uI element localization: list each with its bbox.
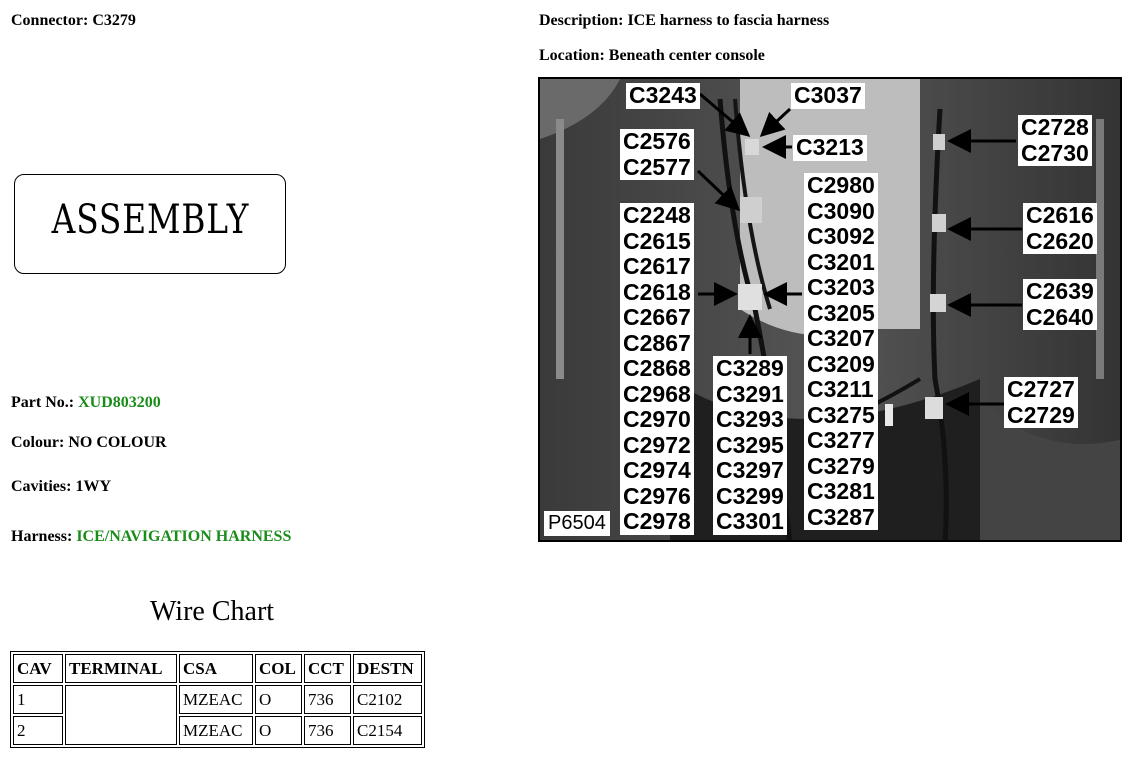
callout-text: C3211 [807,376,874,402]
col-destn: DESTN [353,654,422,683]
callout-text: C3213 [796,134,864,160]
harness-link[interactable]: ICE/NAVIGATION HARNESS [76,528,292,545]
location-label: Location: [539,47,605,64]
callout-text: C3297 [716,457,784,483]
callout-text: C3207 [807,325,875,351]
description-label: Description: [539,12,624,29]
callout-text: C2576 [623,128,691,154]
callout-text: C2620 [1026,227,1094,254]
callout-text: C2667 [623,304,691,330]
location-line [539,47,765,65]
callout-text: C2728 [1021,114,1089,140]
callout-text: C3203 [807,274,875,300]
cell-destn: C2154 [353,716,422,745]
callout-c2639 [1023,279,1097,330]
cavities-label: Cavities: [11,478,72,495]
callout-text: C3243 [629,82,697,108]
table-row [13,685,422,714]
callout-text: C2970 [623,406,691,432]
callout-text: C3209 [807,350,875,377]
callout-text: C2615 [623,227,691,254]
cell-col: O [255,685,302,714]
part-no-line [11,394,161,412]
callout-text: C2729 [1007,401,1075,428]
callout-text: C3275 [807,401,875,428]
callout-c3037 [791,83,865,109]
callout-text: C2978 [623,508,691,534]
figure-id-label: P6504 [544,511,610,536]
part-no-label: Part No.: [11,394,75,411]
location-value: Beneath center console [608,47,765,64]
callout-text: C3295 [716,431,784,458]
callout-text: C2248 [623,202,691,228]
col-cav: CAV [13,654,63,683]
cell-destn: C2102 [353,685,422,714]
cavities-line [11,478,111,496]
callout-text: C3037 [794,82,862,108]
callout-text: C2640 [1026,303,1094,330]
connector-label: Connector: [11,12,89,29]
callout-text: C3201 [807,248,875,275]
wire-chart-table [10,651,425,748]
cell-csa: MZEAC [179,685,253,714]
assembly-label: ASSEMBLY [51,197,249,243]
callout-text: C3291 [716,380,784,407]
cell-cct: 736 [304,685,351,714]
callout-c2728 [1018,115,1092,166]
harness-label: Harness: [11,528,73,545]
col-terminal: TERMINAL [65,654,177,683]
callout-text: C2980 [807,172,875,198]
callout-text: C3289 [716,355,784,381]
harness-line [11,528,291,546]
callout-text: C3281 [807,478,875,504]
cell-cct: 736 [304,716,351,745]
callout-c3243 [626,83,700,109]
connector-location-photo [538,77,1122,542]
callout-text: C3092 [807,223,875,249]
callout-c3213 [793,135,867,161]
callout-text: C3301 [716,508,784,534]
callout-text: C3279 [807,452,875,479]
connector-line [11,12,136,30]
description-line [539,12,829,30]
callout-text: C2730 [1021,139,1089,166]
col-csa: CSA [179,654,253,683]
table-header-row [13,654,422,683]
cell-terminal [65,685,177,745]
callout-text: C3299 [716,482,784,509]
callout-text: C2868 [623,355,691,381]
callout-text: C2976 [623,482,691,509]
col-cct: CCT [304,654,351,683]
callout-text: C2618 [623,278,691,305]
connector-value: C3279 [92,12,136,29]
cell-csa: MZEAC [179,716,253,745]
callout-text: C3287 [807,503,875,530]
cell-cav: 2 [13,716,63,745]
callout-text: C2972 [623,431,691,458]
callout-text: C3293 [716,406,784,432]
assembly-box [14,174,286,274]
callout-c2576 [620,129,694,180]
col-col: COL [255,654,302,683]
callout-bottom-group [713,356,787,535]
callout-c2616 [1023,203,1097,254]
callout-text: C2968 [623,380,691,407]
callout-text: C3090 [807,197,875,224]
callout-text: C2727 [1007,376,1075,402]
cavities-value: 1WY [75,478,111,495]
callout-text: C2617 [623,253,691,279]
colour-label: Colour: [11,434,65,451]
callout-text: C3205 [807,299,875,326]
callout-left-group [620,203,694,535]
part-no-link[interactable]: XUD803200 [78,394,161,411]
callout-text: C2974 [623,457,691,483]
colour-line [11,434,167,452]
callout-text: C2577 [623,153,691,180]
callout-c2727 [1004,377,1078,428]
callout-center-group [804,173,878,530]
callout-text: C3277 [807,427,875,453]
description-value: ICE harness to fascia harness [627,12,830,29]
wire-chart-title: Wire Chart [150,596,275,627]
cell-col: O [255,716,302,745]
callout-text: C2867 [623,329,691,356]
colour-value: NO COLOUR [68,434,167,451]
cell-cav: 1 [13,685,63,714]
callout-text: C2616 [1026,202,1094,228]
callout-text: C2639 [1026,278,1094,304]
